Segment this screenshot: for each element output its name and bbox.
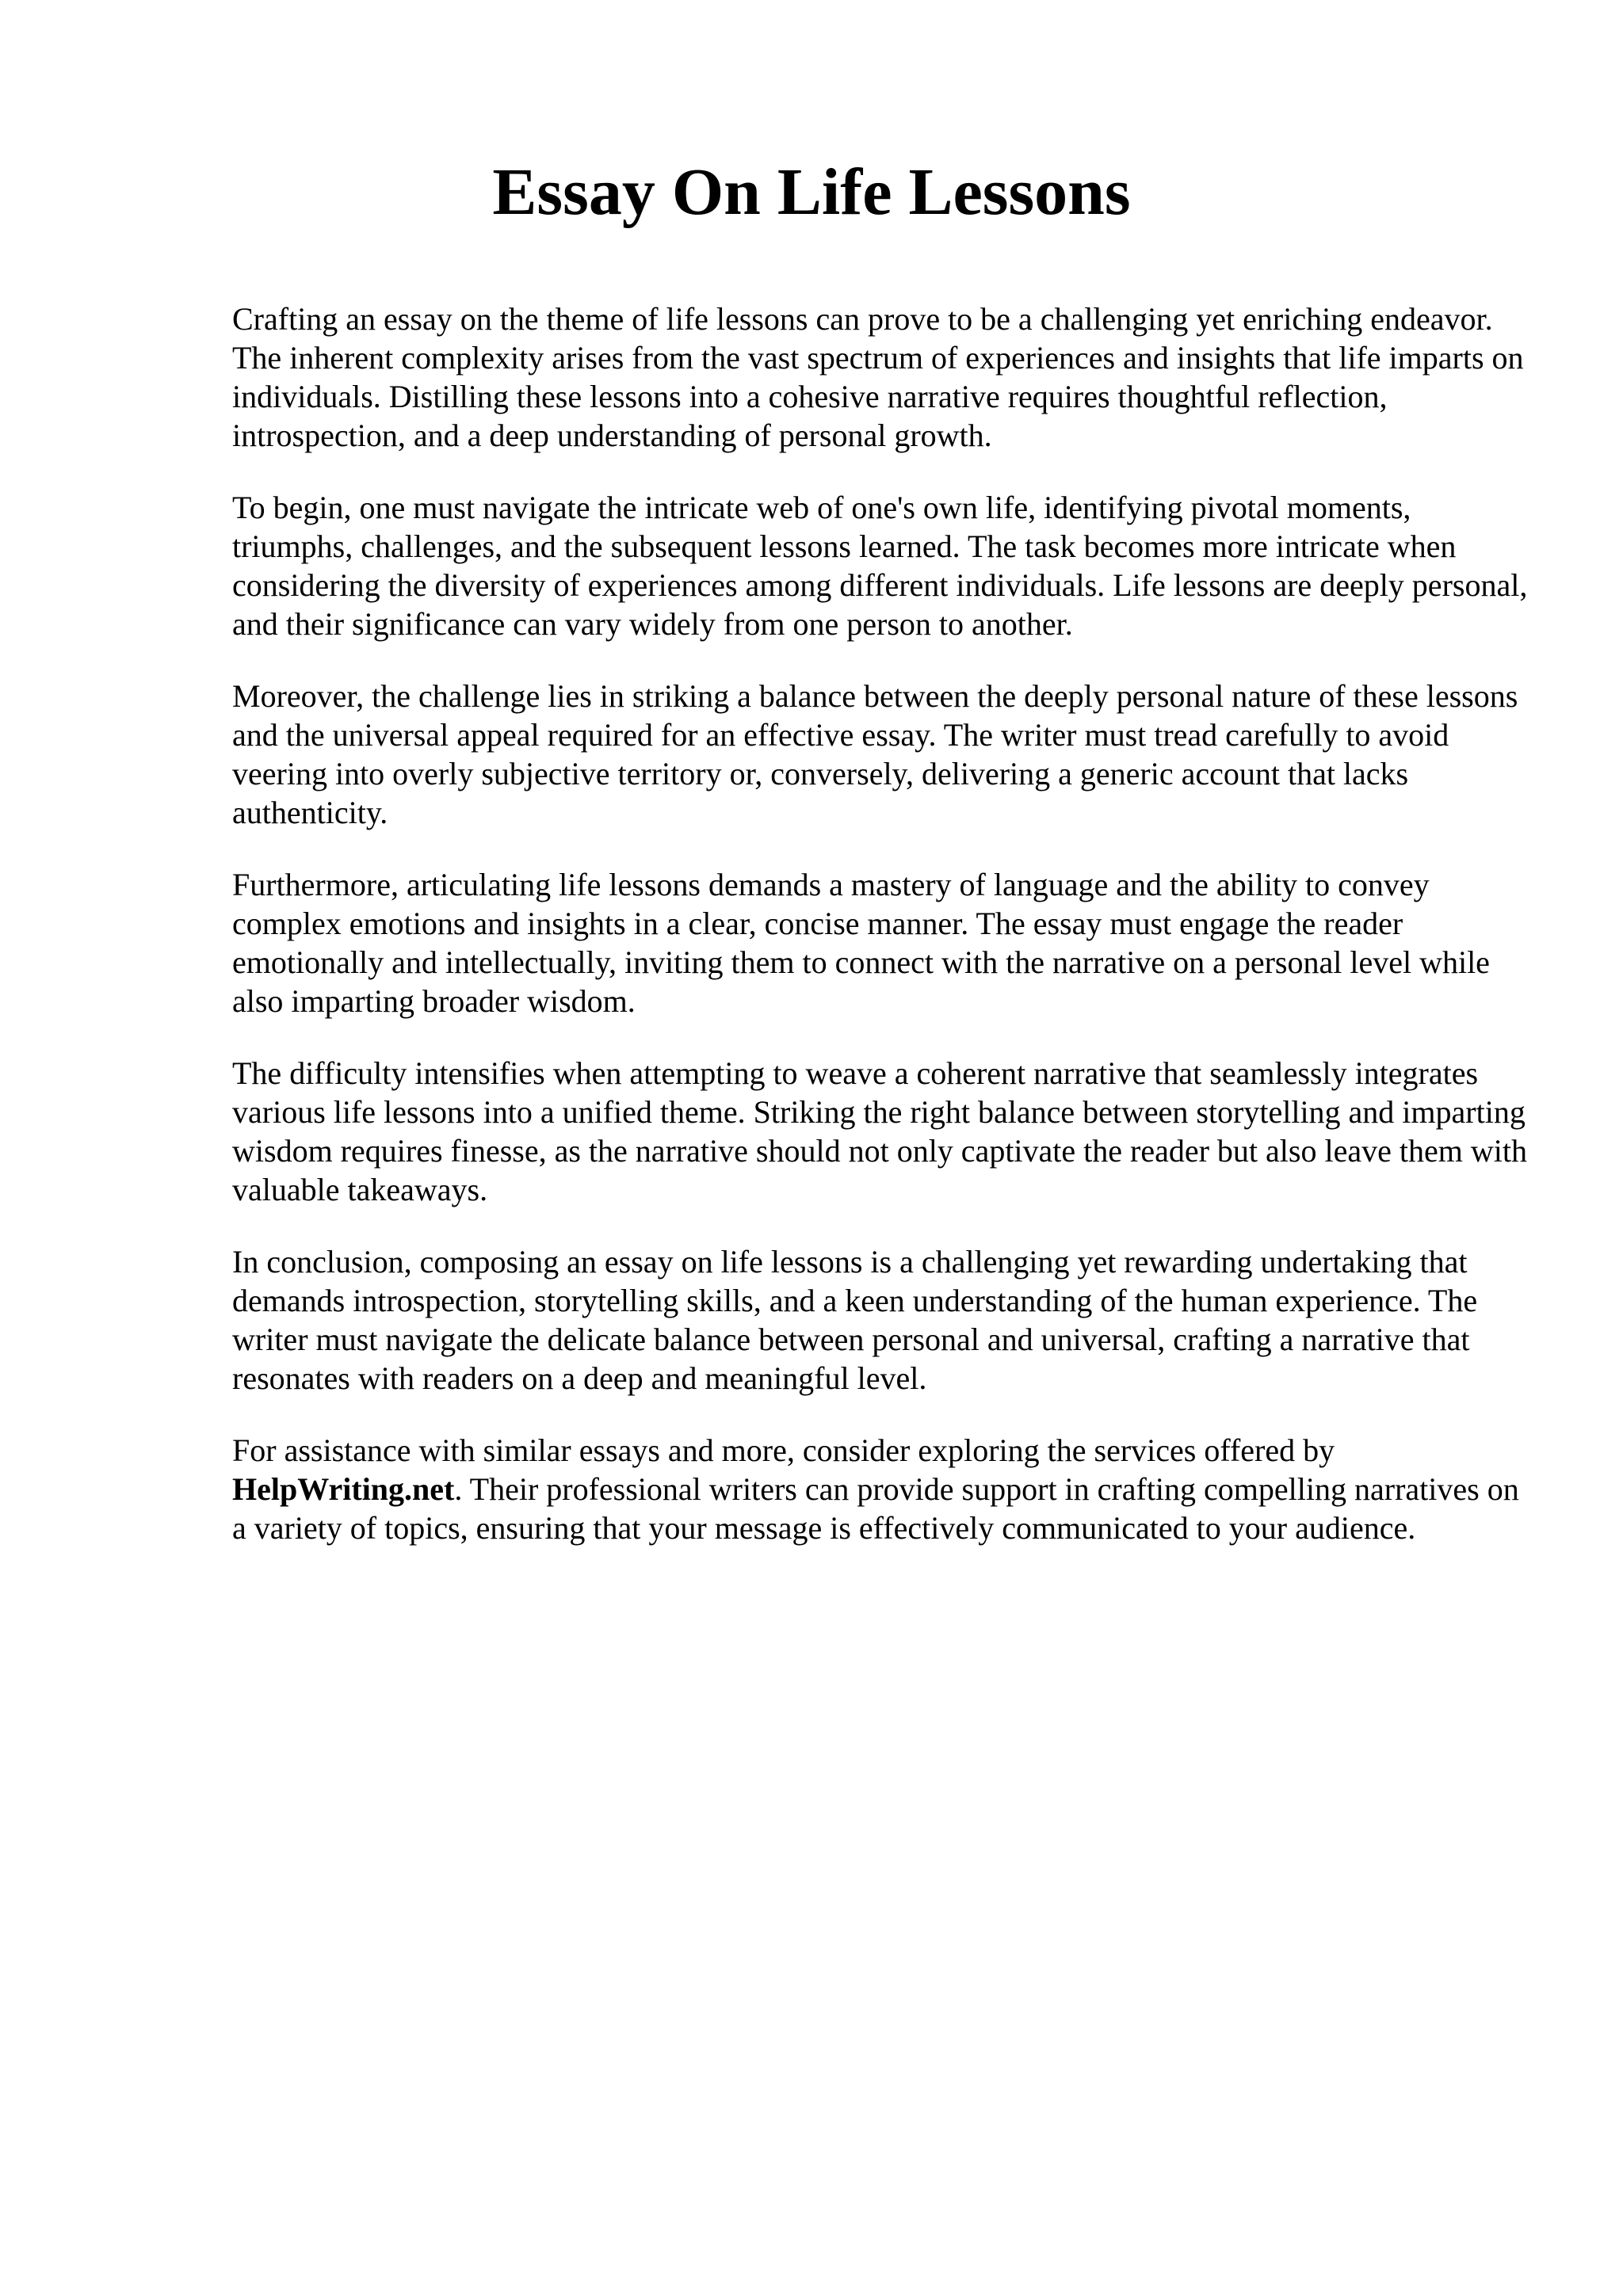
closing-text-after: . Their professional writers can provide support in crafting compelling narratives on a variety of topics, ensuring that your message is effectively communicated to your audience. [232, 1471, 1519, 1546]
paragraph-6: In conclusion, composing an essay on life lessons is a challenging yet rewarding undertaking that demands introspection, storytelling skills, and a keen understanding of the human experience. The writer must navigate the delicate balance between personal and universal, crafting a narrative that resonates with readers on a deep and meaningful level. [232, 1244, 1478, 1396]
brand-name: HelpWriting.net [232, 1471, 455, 1507]
paragraph-3: Moreover, the challenge lies in striking a balance between the deeply personal nature of these lessons and the universal appeal required for an effective essay. The writer must tread carefully to avoid veering into overly subjective territory or, conversely, delivering a generic account that lacks authenticity. [232, 678, 1518, 830]
paragraph-5: The difficulty intensifies when attempting to weave a coherent narrative that seamlessly integrates various life lessons into a unified theme. Striking the right balance between storytelling and imparting wisdom requires finesse, as the narrative should not only captivate the reader but also leave them with valuable takeaways. [232, 1055, 1527, 1207]
closing-paragraph [232, 1431, 1532, 1547]
essay-body [232, 299, 1532, 1547]
page-title: Essay On Life Lessons [492, 155, 1131, 229]
closing-text-before: For assistance with similar essays and more, consider exploring the services offered by [232, 1432, 1335, 1468]
paragraph-4: Furthermore, articulating life lessons demands a mastery of language and the ability to convey complex emotions and insights in a clear, concise manner. The essay must engage the reader emotionally and intellectually, inviting them to connect with the narrative on a personal level while also imparting broader wisdom. [232, 867, 1490, 1019]
paragraph-2: To begin, one must navigate the intricate web of one's own life, identifying pivotal moments, triumphs, challenges, and the subsequent lessons learned. The task becomes more intricate when considering the diversity of experiences among different individuals. Life lessons are deeply personal, and their significance can vary widely from one person to another. [232, 490, 1528, 642]
paragraph-1: Crafting an essay on the theme of life lessons can prove to be a challenging yet enriching endeavor. The inherent complexity arises from the vast spectrum of experiences and insights that life imparts on individuals. Distilling these lessons into a cohesive narrative requires thoughtful reflection, introspection, and a deep understanding of personal growth. [232, 301, 1524, 453]
